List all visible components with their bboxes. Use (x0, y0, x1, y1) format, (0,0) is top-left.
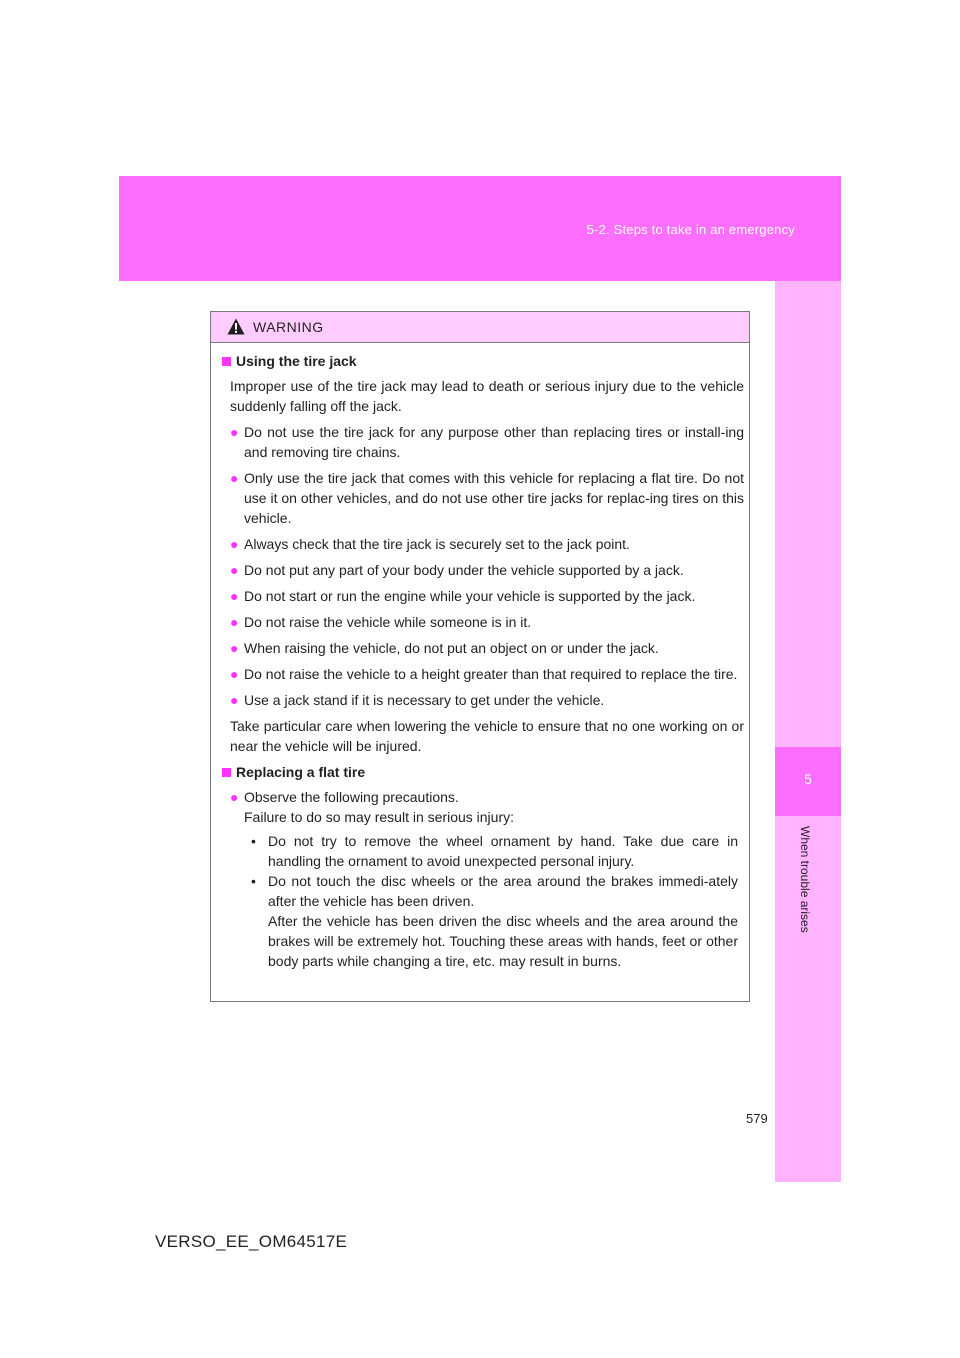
bullet-icon (230, 638, 244, 658)
document-code: VERSO_EE_OM64517E (155, 1232, 348, 1251)
warning-title: WARNING (253, 319, 324, 335)
sub-list-item: • Do not try to remove the wheel ornament by hand. Take due care in handling the ornament to avoid unexpected personal injury. (244, 831, 744, 871)
section-header-band (119, 176, 841, 281)
chapter-number: 5 (804, 771, 812, 787)
sub-bullet-mark: • (251, 873, 256, 889)
paragraph: Improper use of the tire jack may lead to death or serious injury due to the vehicle suddenly falling off the jack. (230, 378, 744, 414)
list-item: ● Do not put any part of your body under the vehicle supported by a jack. (230, 560, 744, 580)
warning-triangle-icon (227, 318, 245, 335)
bullet-icon (230, 690, 244, 710)
sub-list (244, 831, 744, 971)
paragraph: Take particular care when lowering the vehicle to ensure that no one working on or near the vehicle will be injured. (230, 718, 744, 754)
sub-list-text: After the vehicle has been driven the disc wheels and the area around the brakes will be extremely hot. Touching these areas with hands, feet or other body parts while changing a tire, etc. may result in burns. (268, 913, 738, 969)
bullet-icon (230, 534, 244, 554)
square-bullet-icon (222, 357, 231, 366)
warning-box (210, 311, 750, 1002)
bullet-icon (230, 787, 244, 971)
bullet-icon (230, 612, 244, 632)
bullet-icon (230, 560, 244, 580)
list-item: ● Do not start or run the engine while your vehicle is supported by the jack. (230, 586, 744, 606)
sub-list-text: Do not touch the disc wheels or the area around the brakes immedi-ately after the vehicle has been driven. (268, 873, 738, 909)
square-bullet-icon (222, 768, 231, 777)
list-item-text: Observe the following precautions. (244, 789, 459, 805)
list-item: ● Always check that the tire jack is securely set to the jack point. (230, 534, 744, 554)
list-item: ● Do not raise the vehicle while someone is in it. (230, 612, 744, 632)
section-heading: Using the tire jack (222, 351, 744, 371)
section-heading: Replacing a flat tire (222, 762, 744, 782)
bullet-icon (230, 586, 244, 606)
bullet-icon (230, 422, 244, 462)
chapter-side-strip (775, 281, 841, 1182)
list-item: ● Do not use the tire jack for any purpose other than replacing tires or install-ing and removing tire chains. (230, 422, 744, 462)
sub-bullet-mark: • (251, 833, 256, 849)
warning-header (211, 312, 749, 343)
list-item: ● Use a jack stand if it is necessary to get under the vehicle. (230, 690, 744, 710)
page-number: 579 (746, 1111, 768, 1126)
sub-list-item (244, 871, 744, 971)
list-item-text: Failure to do so may result in serious injury: (244, 809, 514, 825)
warning-body (211, 343, 749, 971)
list-item: ● When raising the vehicle, do not put an object on or under the jack. (230, 638, 744, 658)
list-item: ● Only use the tire jack that comes with this vehicle for replacing a flat tire. Do not use it on other vehicles, and do not use other tire jacks for replac-ing tires on this vehicle. (230, 468, 744, 528)
list-item: ● Do not raise the vehicle to a height greater than that required to replace the tire. (230, 664, 744, 684)
chapter-label: When trouble arises (798, 826, 812, 933)
section-title: 5-2. Steps to take in an emergency (586, 222, 795, 237)
bullet-icon (230, 468, 244, 528)
chapter-tab (775, 747, 841, 816)
bullet-icon (230, 664, 244, 684)
list-item (230, 787, 744, 971)
